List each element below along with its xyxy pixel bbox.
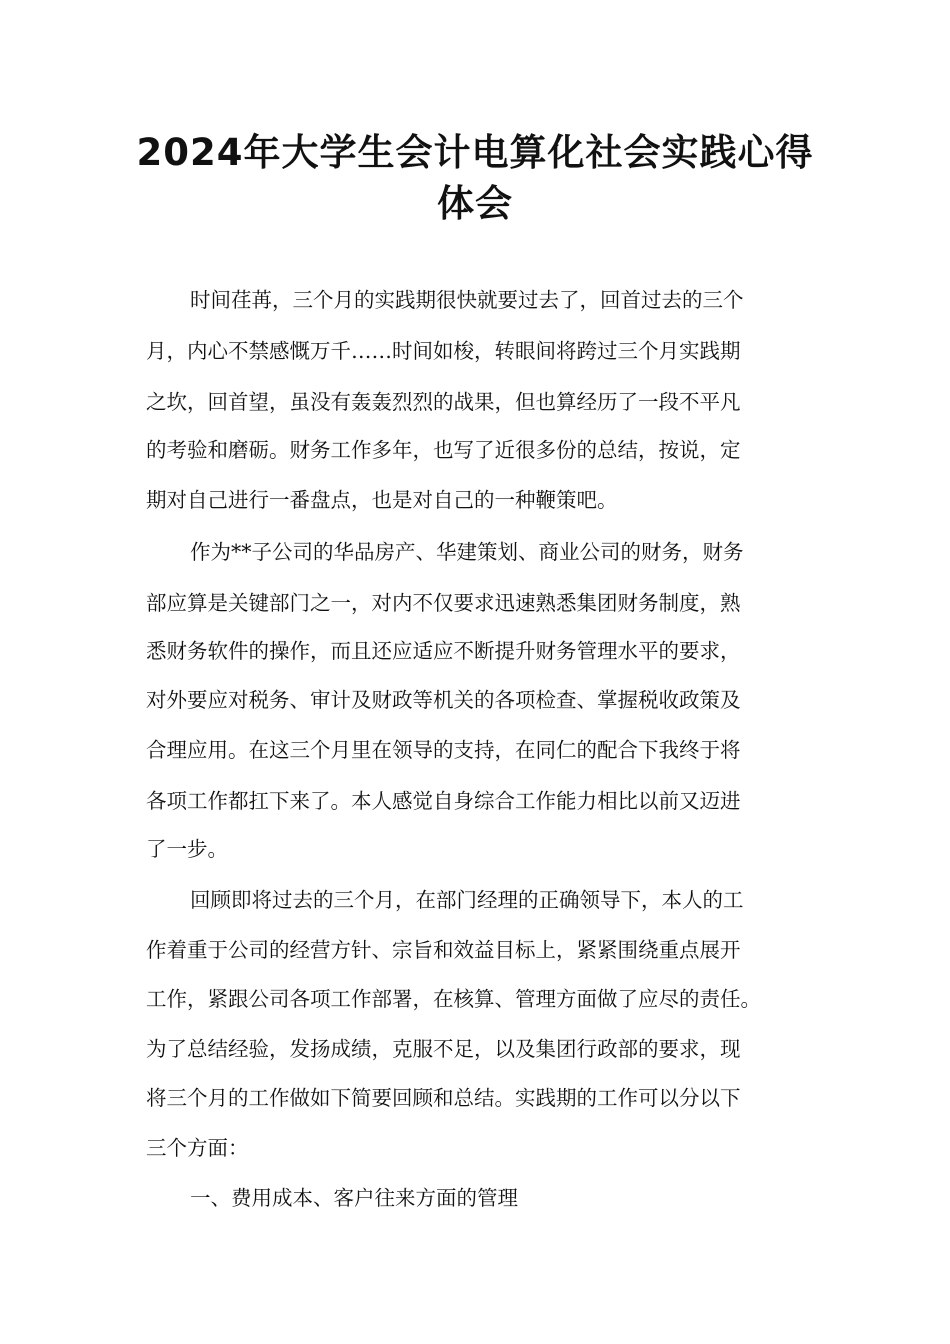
paragraph-line: 工作，紧跟公司各项工作部署，在核算、管理方面做了应尽的责任。: [146, 987, 761, 1011]
paragraph-line: 合理应用。在这三个月里在领导的支持，在同仁的配合下我终于将: [146, 738, 741, 762]
paragraph-line: 对外要应对税务、审计及财政等机关的各项检查、掌握税收政策及: [146, 688, 741, 712]
paragraph-line: 期对自己进行一番盘点，也是对自己的一种鞭策吧。: [146, 488, 618, 512]
paragraph-line: 将三个月的工作做如下简要回顾和总结。实践期的工作可以分以下: [146, 1086, 741, 1110]
section-heading-text: 一、费用成本、客户往来方面的管理: [190, 1186, 518, 1210]
paragraph-line: 作着重于公司的经营方针、宗旨和效益目标上，紧紧围绕重点展开: [146, 938, 741, 962]
document-title-line-2: 体会: [437, 182, 513, 225]
paragraph-line: 的考验和磨砺。财务工作多年，也写了近很多份的总结，按说，定: [146, 438, 741, 462]
paragraph-line: 了一步。: [146, 837, 228, 861]
paragraph-line: 悉财务软件的操作，而且还应适应不断提升财务管理水平的要求，: [146, 639, 741, 663]
document-title-line-1: 2024年大学生会计电算化社会实践心得: [136, 131, 814, 174]
paragraph-line: 三个方面：: [146, 1136, 249, 1160]
paragraph-line: 作为**子公司的华品房产、华建策划、商业公司的财务，财务: [190, 540, 744, 564]
paragraph-line: 时间荏苒，三个月的实践期很快就要过去了，回首过去的三个: [190, 288, 744, 312]
paragraph-line: 回顾即将过去的三个月，在部门经理的正确领导下，本人的工: [190, 888, 744, 912]
paragraph-line: 之坎，回首望，虽没有轰轰烈烈的战果，但也算经历了一段不平凡: [146, 390, 741, 414]
paragraph-line: 各项工作都扛下来了。本人感觉自身综合工作能力相比以前又迈进: [146, 789, 741, 813]
paragraph-line: 部应算是关键部门之一，对内不仅要求迅速熟悉集团财务制度，熟: [146, 591, 741, 615]
paragraph-line: 月，内心不禁感慨万千……时间如梭，转眼间将跨过三个月实践期: [146, 339, 741, 363]
paragraph-line: 为了总结经验，发扬成绩，克服不足，以及集团行政部的要求，现: [146, 1037, 741, 1061]
